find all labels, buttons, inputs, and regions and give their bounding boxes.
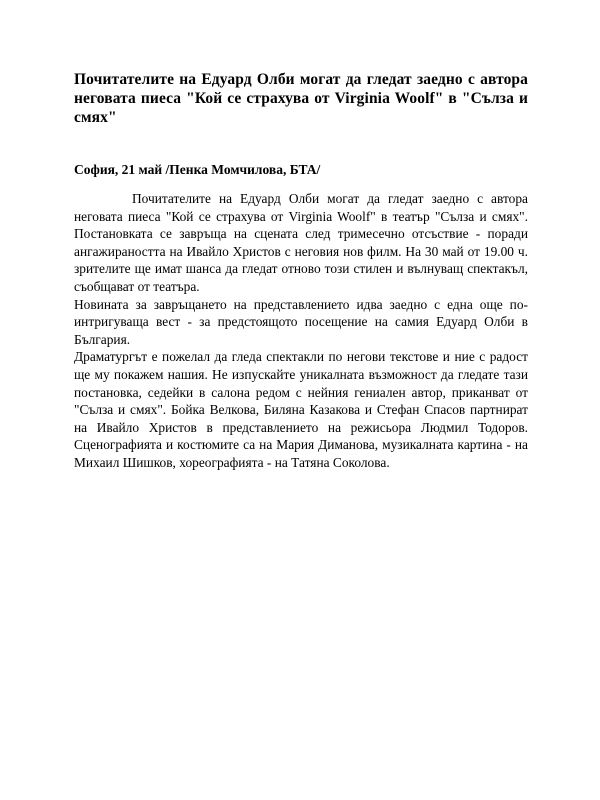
paragraph: Почитателите на Едуард Олби могат да гледат заедно с автора неговата пиеса "Кой се страхува от Virginia Woolf" в театър "Сълза и смях". Постановката се завръща на сцената след тримесечно отсъствие - поради ангажираността на Ивайло Христов с неговия нов филм. На 30 май от 19.00 ч. зрителите ще имат шанса да гледат отново този стилен и вълнуващ спектакъл, съобщават от театъра. bbox=[74, 191, 528, 294]
paragraph: Новината за завръщането на представлението идва заедно с една още по-интригуваща вест - за предстоящото посещение на самия Едуард Олби в България. bbox=[74, 296, 528, 347]
article bbox=[74, 70, 528, 472]
dateline: София, 21 май /Пенка Момчилова, БТА/ bbox=[74, 162, 321, 177]
article-title: Почитателите на Едуард Олби могат да гледат заедно с автора неговата пиеса "Кой се страхува от Virginia Woolf" в "Сълза и смях" bbox=[74, 71, 528, 126]
paragraph: Драматургът е пожелал да гледа спектакли по негови текстове и ние с радост ще му покажем нашия. Не изпускайте уникалната възможност да гледате тази постановка, седейки в салона редом с нейния гениален автор, приканват от "Сълза и смях". Бойка Велкова, Биляна Казакова и Стефан Спасов партнират на Ивайло Христов в представлението на режисьора Людмил Тодоров. Сценографията и костюмите са на Мария Диманова, музикалната картина - на Михаил Шишков, хореографията - на Татяна Соколова. bbox=[74, 349, 528, 470]
